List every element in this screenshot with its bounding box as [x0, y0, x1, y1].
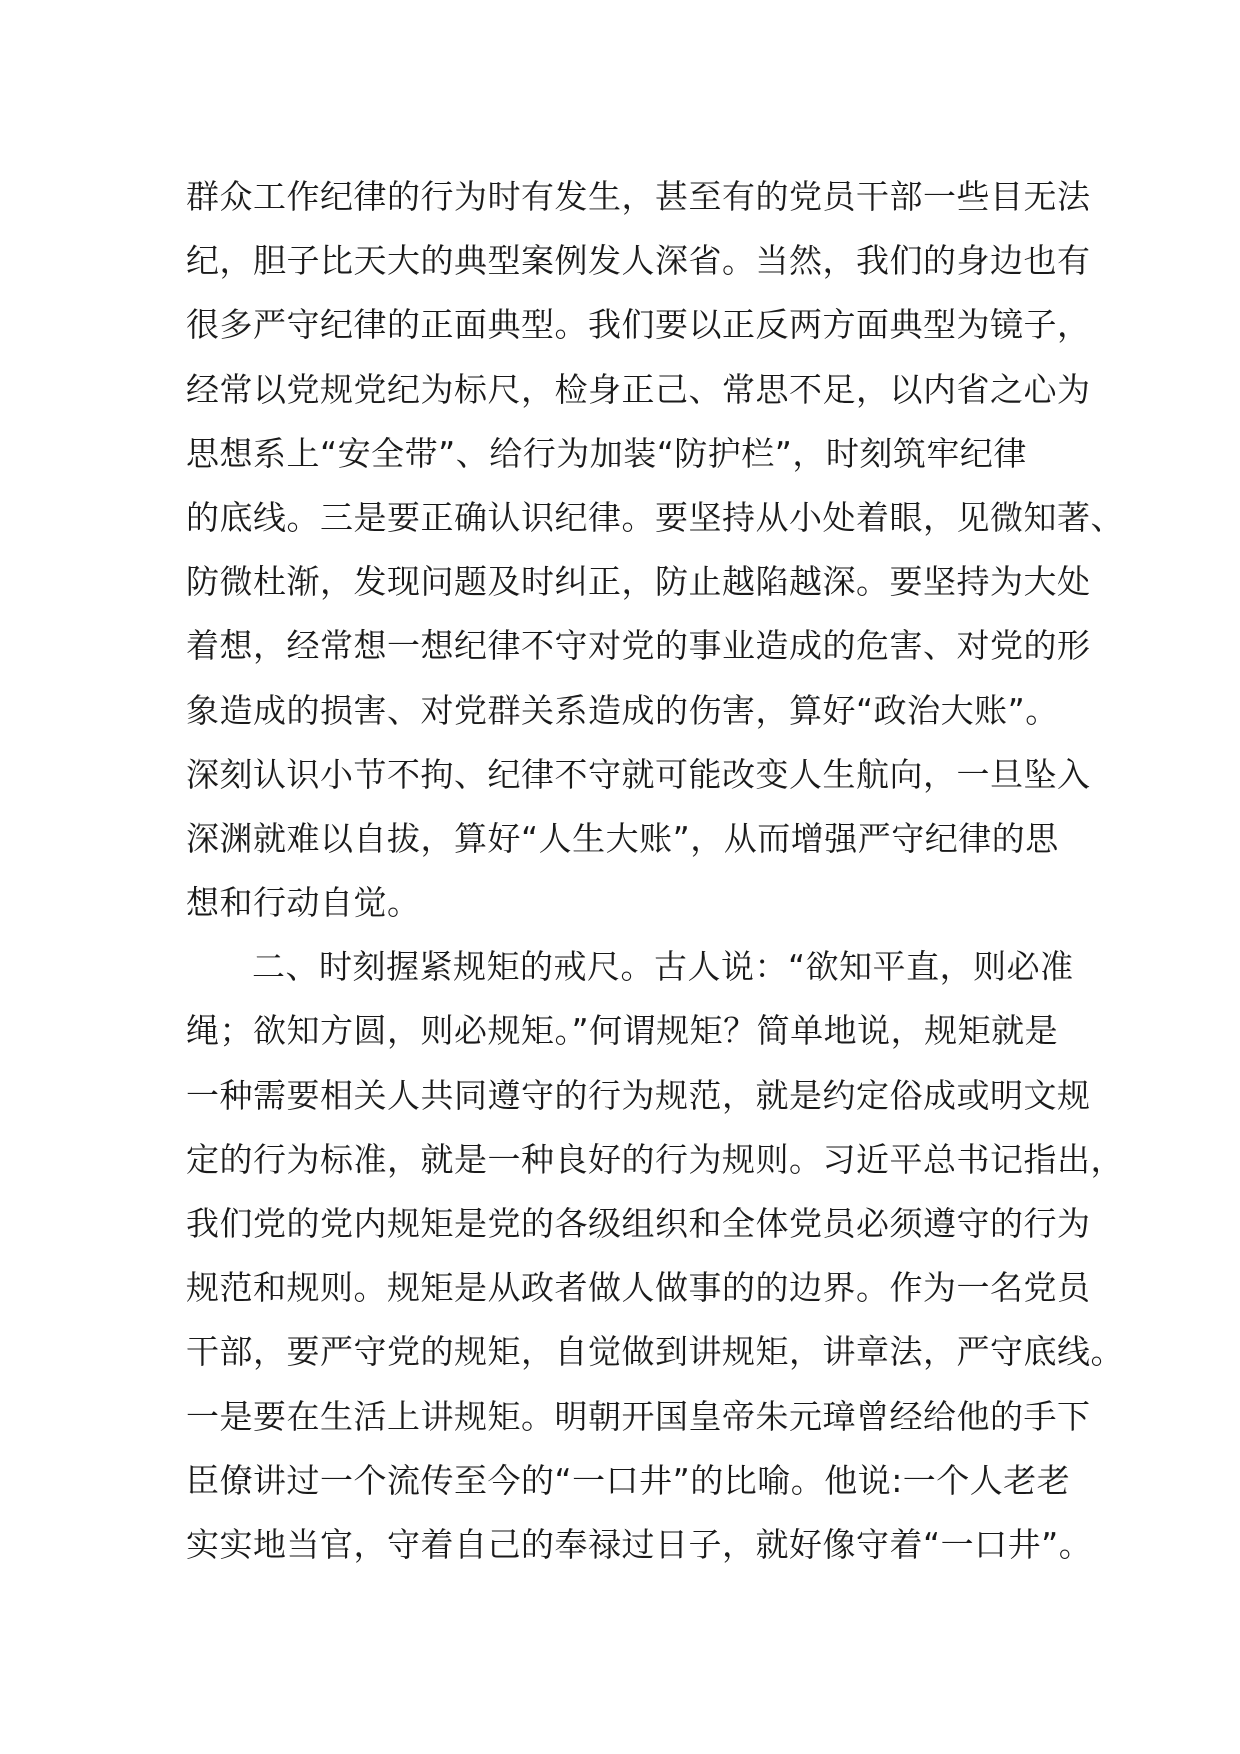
- text-line: 定的行为标准，就是一种良好的行为规则。习近平总书记指出，: [186, 1139, 1124, 1179]
- text-line: 绳；欲知方圆，则必规矩。”何谓规矩？简单地说，规矩就是: [186, 1011, 1059, 1051]
- text-line: 规范和规则。规矩是从政者做人做事的的边界。作为一名党员: [186, 1268, 1091, 1308]
- text-line: 想和行动自觉。: [186, 883, 421, 923]
- paragraph-start-line: 二、时刻握紧规矩的戒尺。古人说：“欲知平直，则必准: [252, 947, 1074, 987]
- text-line: 思想系上“安全带”、给行为加装“防护栏”，时刻筑牢纪律: [186, 433, 1027, 473]
- text-line: 很多严守纪律的正面典型。我们要以正反两方面典型为镜子，: [186, 305, 1091, 345]
- text-line: 群众工作纪律的行为时有发生，甚至有的党员干部一些目无法: [186, 177, 1091, 216]
- text-line: 一是要在生活上讲规矩。明朝开国皇帝朱元璋曾经给他的手下: [186, 1396, 1091, 1436]
- text-line: 象造成的损害、对党群关系造成的伤害，算好“政治大账”。: [186, 690, 1059, 730]
- text-line: 防微杜渐，发现问题及时纠正，防止越陷越深。要坚持为大处: [186, 562, 1091, 602]
- text-line: 一种需要相关人共同遵守的行为规范，就是约定俗成或明文规: [186, 1075, 1091, 1115]
- text-line: 的底线。三是要正确认识纪律。要坚持从小处着眼，见微知著、: [186, 497, 1124, 537]
- text-line: 干部，要严守党的规矩，自觉做到讲规矩，讲章法，严守底线。: [186, 1332, 1124, 1372]
- text-line: 深渊就难以自拔，算好“人生大账”，从而增强严守纪律的思: [186, 818, 1059, 858]
- text-line: 深刻认识小节不拘、纪律不守就可能改变人生航向，一旦坠入: [186, 754, 1091, 794]
- text-line: 纪，胆子比天大的典型案例发人深省。当然，我们的身边也有: [186, 241, 1091, 281]
- text-line: 经常以党规党纪为标尺，检身正己、常思不足，以内省之心为: [186, 369, 1091, 409]
- text-line: 我们党的党内规矩是党的各级组织和全体党员必须遵守的行为: [186, 1204, 1091, 1243]
- document-body: [186, 165, 1124, 1577]
- text-line: 实实地当官，守着自己的奉禄过日子，就好像守着“一口井”。: [186, 1524, 1093, 1564]
- text-line: 臣僚讲过一个流传至今的“一口井”的比喻。他说:一个人老老: [186, 1460, 1071, 1500]
- text-line: 着想，经常想一想纪律不守对党的事业造成的危害、对党的形: [186, 626, 1091, 666]
